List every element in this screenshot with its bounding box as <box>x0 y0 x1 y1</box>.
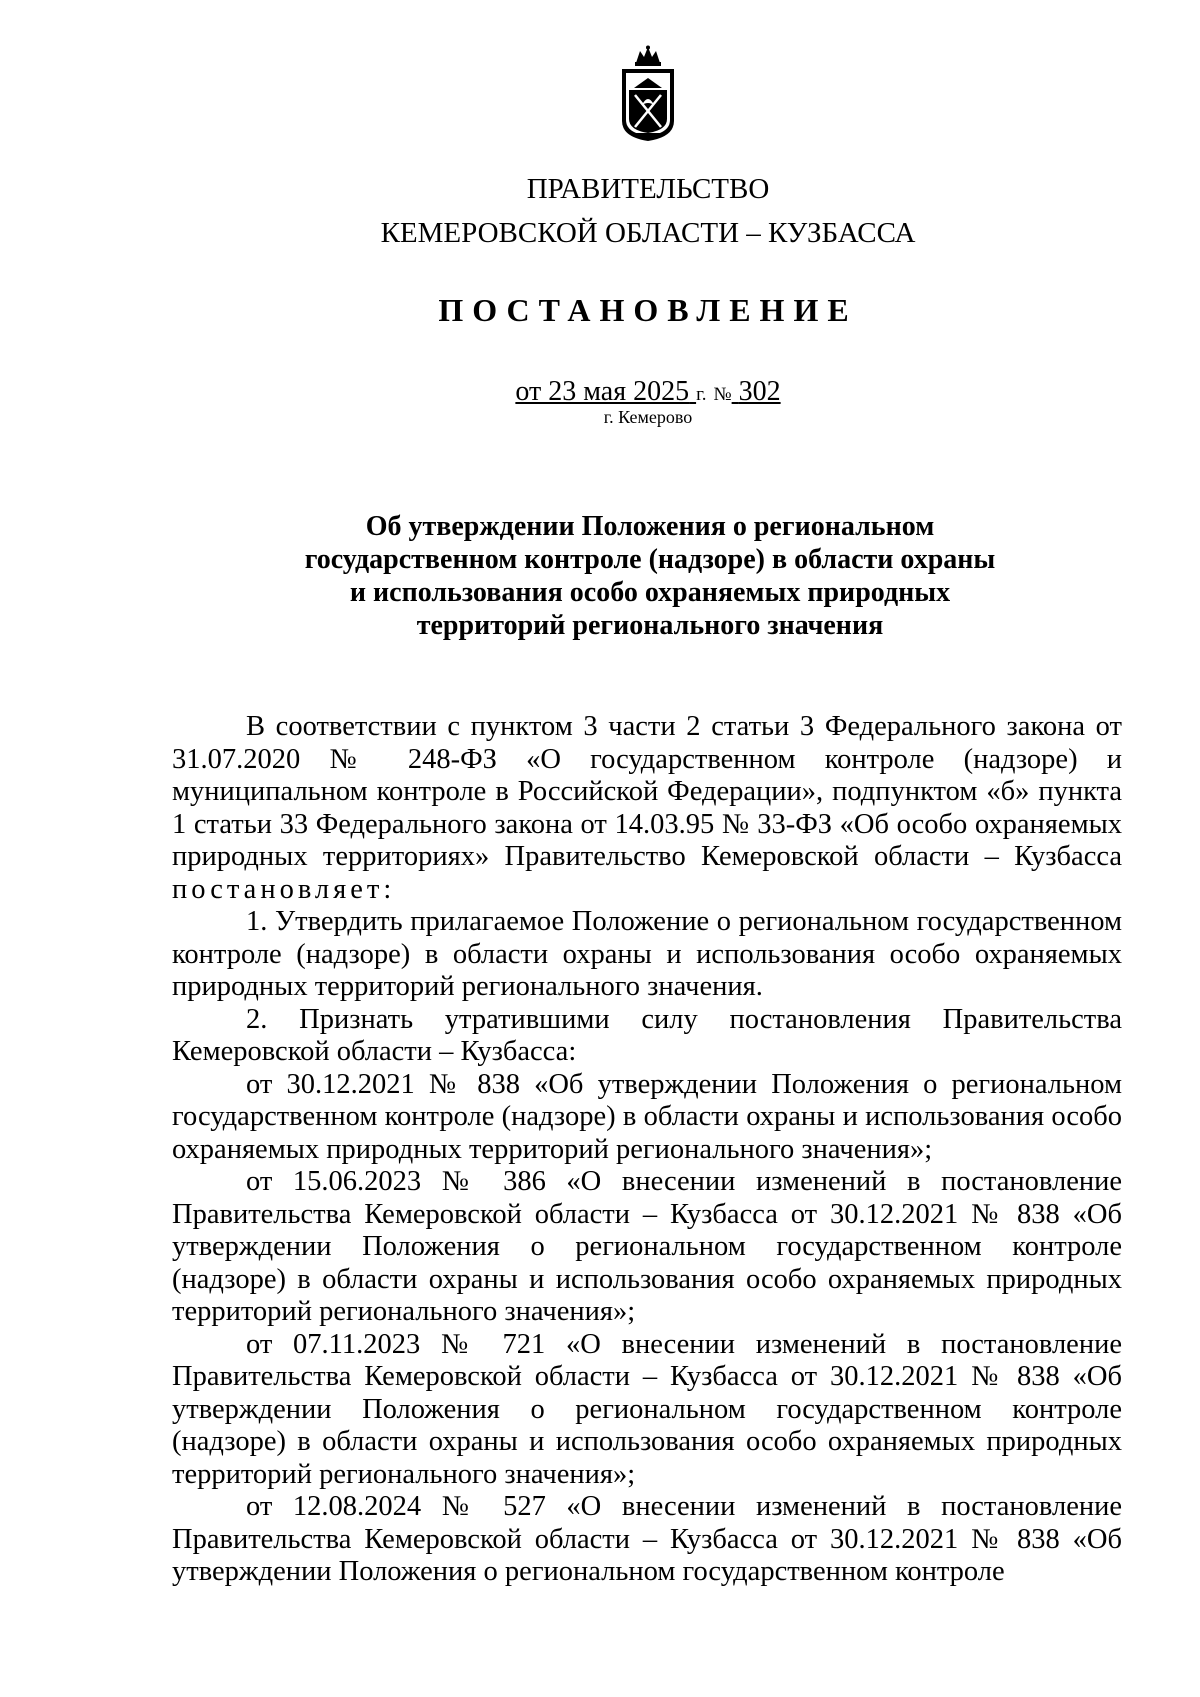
decree-colon: : <box>383 873 392 905</box>
preamble-paragraph <box>172 711 1122 906</box>
title-line: и использования особо охраняемых природных <box>349 577 951 608</box>
document-title <box>250 510 1050 642</box>
item-1-paragraph: 1. Утвердить прилагаемое Положение о региональном государственном контроле (надзоре) в области охраны и использования особо охраняемых природных территорий регионального значения. <box>172 906 1122 1002</box>
title-line: Об утверждении Положения о региональном <box>365 511 935 542</box>
document-number: 302 <box>738 376 781 407</box>
item-2-paragraph: 2. Признать утратившими силу постановления Правительства Кемеровской области – Кузбасса: <box>172 1003 1122 1067</box>
item-2-sub-d: от 12.08.2024 № 527 «О внесении изменений в постановление Правительства Кемеровской области – Кузбасса от 30.12.2021 № 838 «Об утверждении Положения о региональном государственном контроле <box>172 1491 1122 1587</box>
coat-of-arms-icon <box>614 45 682 143</box>
title-line: государственном контроле (надзоре) в области охраны <box>304 544 996 575</box>
document-date: от 23 мая 2025 <box>515 376 690 407</box>
number-sign: № <box>713 384 732 405</box>
org-name-line1: ПРАВИТЕЛЬСТВО <box>526 173 770 205</box>
document-type: ПОСТАНОВЛЕНИЕ <box>438 292 858 328</box>
document-body <box>172 711 1122 1589</box>
title-line: территорий регионального значения <box>416 610 884 641</box>
item-2-sub-a: от 30.12.2021 № 838 «Об утверждении Положения о региональном государственном контроле (надзоре) в области охраны и использования особо охраняемых природных территорий регионального значения»; <box>172 1068 1122 1165</box>
year-suffix: г. <box>696 384 707 405</box>
org-name-line2: КЕМЕРОВСКОЙ ОБЛАСТИ – КУЗБАССА <box>380 217 916 249</box>
item-2-sub-c: от 07.11.2023 № 721 «О внесении изменений в постановление Правительства Кемеровской области – Кузбасса от 30.12.2021 № 838 «Об утверждении Положения о региональном государственном контроле (надзоре) в области охраны и использования особо охраняемых природных территорий регионального значения»; <box>172 1328 1122 1490</box>
item-2-sub-b: от 15.06.2023 № 386 «О внесении изменений в постановление Правительства Кемеровской области – Кузбасса от 30.12.2021 № 838 «Об утверждении Положения о региональном государственном контроле (надзоре) в области охраны и использования особо охраняемых природных территорий регионального значения»; <box>172 1166 1122 1327</box>
city: г. Кемерово <box>603 407 693 427</box>
decree-word: постановляет <box>172 873 384 905</box>
preamble-text: В соответствии с пунктом 3 части 2 статьи 3 Федерального закона от 31.07.2020 № 248-ФЗ «О государственном контроле (надзоре) и муниципальном контроле в Российской Федерации», подпунктом «б» пункта 1 статьи 33 Федерального закона от 14.03.95 № 33-ФЗ «Об особо охраняемых природных территориях» Правительство Кемеровской области – Кузбасса <box>172 711 1122 872</box>
